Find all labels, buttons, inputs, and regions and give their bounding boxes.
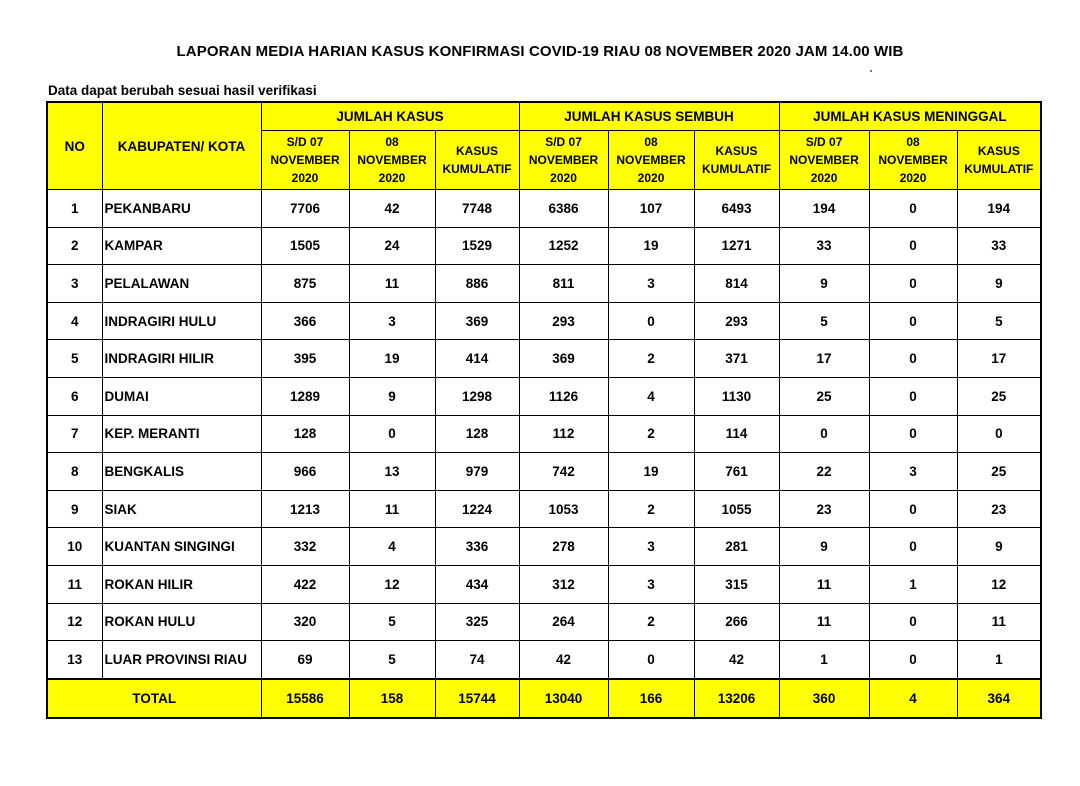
value-cell: 369 — [435, 302, 519, 340]
row-number: 10 — [47, 528, 102, 566]
subheader-line: KASUS — [715, 144, 758, 158]
subheader-today-3 — [869, 131, 957, 190]
value-cell: 266 — [694, 603, 779, 641]
subheader-line: KASUS — [977, 144, 1020, 158]
total-value: 4 — [869, 679, 957, 718]
subheader-line: 08 — [385, 135, 399, 149]
value-cell: 0 — [349, 415, 435, 453]
table-row — [47, 302, 1041, 340]
value-cell: 1529 — [435, 227, 519, 265]
value-cell: 1 — [869, 565, 957, 603]
value-cell: 11 — [349, 265, 435, 303]
subheader-today-2 — [608, 131, 694, 190]
value-cell: 886 — [435, 265, 519, 303]
value-cell: 0 — [957, 415, 1041, 453]
table-row — [47, 265, 1041, 303]
subheader-prev-3 — [779, 131, 869, 190]
value-cell: 5 — [349, 603, 435, 641]
region-name: KAMPAR — [102, 227, 261, 265]
value-cell: 128 — [435, 415, 519, 453]
value-cell: 2 — [608, 603, 694, 641]
header-group-recovered: JUMLAH KASUS SEMBUH — [519, 102, 779, 131]
value-cell: 264 — [519, 603, 608, 641]
subheader-line: NOVEMBER — [357, 153, 427, 167]
value-cell: 42 — [519, 641, 608, 679]
total-value: 158 — [349, 679, 435, 718]
subheader-line: KUMULATIF — [442, 162, 512, 176]
value-cell: 0 — [869, 528, 957, 566]
value-cell: 107 — [608, 190, 694, 228]
value-cell: 33 — [957, 227, 1041, 265]
table-row — [47, 565, 1041, 603]
value-cell: 12 — [349, 565, 435, 603]
value-cell: 4 — [349, 528, 435, 566]
value-cell: 0 — [869, 641, 957, 679]
value-cell: 414 — [435, 340, 519, 378]
total-value: 360 — [779, 679, 869, 718]
table-row — [47, 415, 1041, 453]
table-row — [47, 340, 1041, 378]
value-cell: 3 — [869, 453, 957, 491]
table-row — [47, 641, 1041, 679]
value-cell: 0 — [869, 490, 957, 528]
value-cell: 42 — [349, 190, 435, 228]
table-row — [47, 453, 1041, 491]
row-number: 4 — [47, 302, 102, 340]
value-cell: 19 — [608, 453, 694, 491]
value-cell: 0 — [869, 377, 957, 415]
value-cell: 336 — [435, 528, 519, 566]
value-cell: 422 — [261, 565, 349, 603]
row-number: 11 — [47, 565, 102, 603]
region-name: BENGKALIS — [102, 453, 261, 491]
row-number: 5 — [47, 340, 102, 378]
region-name: KEP. MERANTI — [102, 415, 261, 453]
subheader-line: 2020 — [291, 171, 319, 185]
subheader-line: NOVEMBER — [270, 153, 340, 167]
value-cell: 1053 — [519, 490, 608, 528]
value-cell: 114 — [694, 415, 779, 453]
subheader-line: 2020 — [378, 171, 406, 185]
value-cell: 371 — [694, 340, 779, 378]
subheader-line: 08 — [644, 135, 658, 149]
value-cell: 0 — [869, 603, 957, 641]
value-cell: 3 — [608, 565, 694, 603]
value-cell: 17 — [957, 340, 1041, 378]
subheader-line: NOVEMBER — [616, 153, 686, 167]
value-cell: 1126 — [519, 377, 608, 415]
value-cell: 112 — [519, 415, 608, 453]
total-label: TOTAL — [47, 679, 261, 718]
value-cell: 7706 — [261, 190, 349, 228]
row-number: 8 — [47, 453, 102, 491]
value-cell: 1 — [957, 641, 1041, 679]
value-cell: 1271 — [694, 227, 779, 265]
value-cell: 875 — [261, 265, 349, 303]
total-value: 166 — [608, 679, 694, 718]
value-cell: 278 — [519, 528, 608, 566]
value-cell: 1505 — [261, 227, 349, 265]
value-cell: 19 — [349, 340, 435, 378]
value-cell: 11 — [779, 603, 869, 641]
value-cell: 1298 — [435, 377, 519, 415]
value-cell: 17 — [779, 340, 869, 378]
total-value: 13206 — [694, 679, 779, 718]
row-number: 9 — [47, 490, 102, 528]
table-row — [47, 377, 1041, 415]
value-cell: 1 — [779, 641, 869, 679]
region-name: LUAR PROVINSI RIAU — [102, 641, 261, 679]
row-number: 1 — [47, 190, 102, 228]
value-cell: 194 — [957, 190, 1041, 228]
value-cell: 369 — [519, 340, 608, 378]
value-cell: 0 — [869, 302, 957, 340]
total-value: 15586 — [261, 679, 349, 718]
subheader-line: NOVEMBER — [789, 153, 859, 167]
subheader-line: S/D 07 — [805, 135, 843, 149]
header-region: KABUPATEN/ KOTA — [102, 102, 261, 190]
value-cell: 7748 — [435, 190, 519, 228]
value-cell: 22 — [779, 453, 869, 491]
value-cell: 395 — [261, 340, 349, 378]
value-cell: 9 — [349, 377, 435, 415]
value-cell: 281 — [694, 528, 779, 566]
value-cell: 3 — [608, 528, 694, 566]
value-cell: 332 — [261, 528, 349, 566]
value-cell: 74 — [435, 641, 519, 679]
value-cell: 2 — [608, 415, 694, 453]
row-number: 2 — [47, 227, 102, 265]
region-name: ROKAN HILIR — [102, 565, 261, 603]
value-cell: 979 — [435, 453, 519, 491]
region-name: DUMAI — [102, 377, 261, 415]
value-cell: 1224 — [435, 490, 519, 528]
table-row — [47, 490, 1041, 528]
value-cell: 11 — [779, 565, 869, 603]
total-value: 364 — [957, 679, 1041, 718]
value-cell: 320 — [261, 603, 349, 641]
value-cell: 3 — [608, 265, 694, 303]
value-cell: 2 — [608, 490, 694, 528]
value-cell: 293 — [519, 302, 608, 340]
value-cell: 23 — [779, 490, 869, 528]
value-cell: 25 — [779, 377, 869, 415]
value-cell: 9 — [779, 265, 869, 303]
value-cell: 293 — [694, 302, 779, 340]
value-cell: 325 — [435, 603, 519, 641]
value-cell: 5 — [957, 302, 1041, 340]
region-name: INDRAGIRI HILIR — [102, 340, 261, 378]
total-value: 13040 — [519, 679, 608, 718]
subheader-prev-1 — [261, 131, 349, 190]
subheader-cumulative-2 — [694, 131, 779, 190]
row-number: 3 — [47, 265, 102, 303]
value-cell: 1055 — [694, 490, 779, 528]
header-no: NO — [47, 102, 102, 190]
value-cell: 814 — [694, 265, 779, 303]
value-cell: 0 — [608, 302, 694, 340]
table-row — [47, 190, 1041, 228]
value-cell: 33 — [779, 227, 869, 265]
table-row — [47, 528, 1041, 566]
value-cell: 25 — [957, 377, 1041, 415]
value-cell: 5 — [779, 302, 869, 340]
subheader-line: KUMULATIF — [702, 162, 772, 176]
value-cell: 742 — [519, 453, 608, 491]
value-cell: 315 — [694, 565, 779, 603]
region-name: PEKANBARU — [102, 190, 261, 228]
value-cell: 0 — [869, 190, 957, 228]
value-cell: 0 — [869, 227, 957, 265]
value-cell: 1130 — [694, 377, 779, 415]
subheader-cumulative-1 — [435, 131, 519, 190]
region-name: SIAK — [102, 490, 261, 528]
header-group-deaths: JUMLAH KASUS MENINGGAL — [779, 102, 1041, 131]
region-name: PELALAWAN — [102, 265, 261, 303]
row-number: 12 — [47, 603, 102, 641]
table-row — [47, 603, 1041, 641]
value-cell: 966 — [261, 453, 349, 491]
value-cell: 194 — [779, 190, 869, 228]
covid-report-table — [46, 101, 1042, 719]
value-cell: 4 — [608, 377, 694, 415]
value-cell: 811 — [519, 265, 608, 303]
value-cell: 9 — [957, 265, 1041, 303]
subheader-line: KASUS — [456, 144, 499, 158]
value-cell: 11 — [349, 490, 435, 528]
value-cell: 0 — [779, 415, 869, 453]
value-cell: 9 — [779, 528, 869, 566]
stray-dot — [870, 70, 872, 72]
region-name: KUANTAN SINGINGI — [102, 528, 261, 566]
value-cell: 23 — [957, 490, 1041, 528]
subheader-line: 2020 — [637, 171, 665, 185]
region-name: INDRAGIRI HULU — [102, 302, 261, 340]
report-title: LAPORAN MEDIA HARIAN KASUS KONFIRMASI COVID-19 RIAU 08 NOVEMBER 2020 JAM 14.00 WIB — [176, 43, 904, 60]
value-cell: 6386 — [519, 190, 608, 228]
header-row-groups — [47, 102, 1041, 131]
subheader-prev-2 — [519, 131, 608, 190]
subheader-line: 2020 — [899, 171, 927, 185]
value-cell: 761 — [694, 453, 779, 491]
subheader-line: 2020 — [810, 171, 838, 185]
subheader-line: KUMULATIF — [964, 162, 1034, 176]
subheader-line: 08 — [906, 135, 920, 149]
subheader-line: 2020 — [550, 171, 577, 185]
value-cell: 1252 — [519, 227, 608, 265]
value-cell: 2 — [608, 340, 694, 378]
subheader-line: S/D 07 — [545, 135, 582, 149]
value-cell: 5 — [349, 641, 435, 679]
subheader-line: S/D 07 — [286, 135, 324, 149]
value-cell: 25 — [957, 453, 1041, 491]
table-row — [47, 227, 1041, 265]
value-cell: 69 — [261, 641, 349, 679]
value-cell: 312 — [519, 565, 608, 603]
subheader-line: NOVEMBER — [878, 153, 948, 167]
value-cell: 1213 — [261, 490, 349, 528]
verification-note: Data dapat berubah sesuai hasil verifikasi — [48, 83, 317, 98]
value-cell: 6493 — [694, 190, 779, 228]
value-cell: 12 — [957, 565, 1041, 603]
value-cell: 0 — [869, 265, 957, 303]
value-cell: 0 — [608, 641, 694, 679]
row-number: 13 — [47, 641, 102, 679]
total-value: 15744 — [435, 679, 519, 718]
subheader-line: NOVEMBER — [528, 153, 599, 167]
subheader-cumulative-3 — [957, 131, 1041, 190]
value-cell: 366 — [261, 302, 349, 340]
value-cell: 1289 — [261, 377, 349, 415]
region-name: ROKAN HULU — [102, 603, 261, 641]
value-cell: 0 — [869, 340, 957, 378]
value-cell: 24 — [349, 227, 435, 265]
value-cell: 42 — [694, 641, 779, 679]
value-cell: 13 — [349, 453, 435, 491]
value-cell: 3 — [349, 302, 435, 340]
table-body — [47, 190, 1041, 679]
value-cell: 128 — [261, 415, 349, 453]
value-cell: 9 — [957, 528, 1041, 566]
subheader-today-1 — [349, 131, 435, 190]
header-group-cases: JUMLAH KASUS — [261, 102, 519, 131]
row-number: 7 — [47, 415, 102, 453]
value-cell: 434 — [435, 565, 519, 603]
value-cell: 11 — [957, 603, 1041, 641]
value-cell: 19 — [608, 227, 694, 265]
total-row — [47, 679, 1041, 718]
value-cell: 0 — [869, 415, 957, 453]
row-number: 6 — [47, 377, 102, 415]
